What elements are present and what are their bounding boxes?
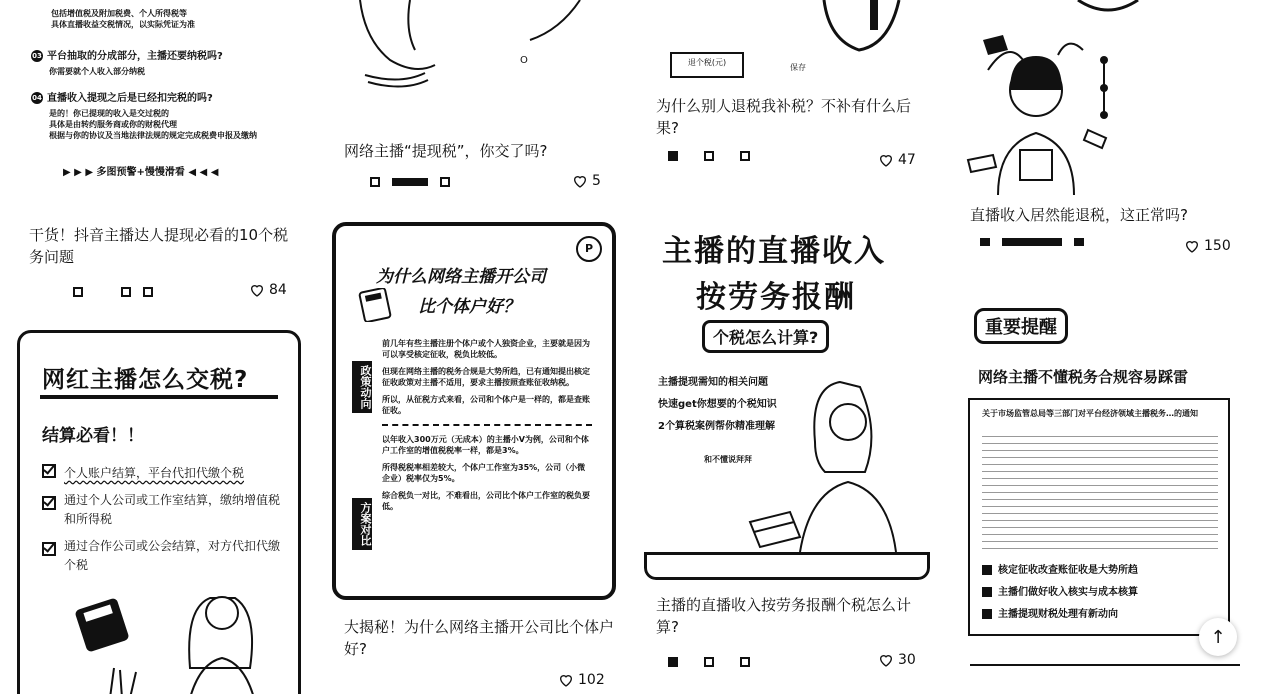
meta-icon bbox=[121, 287, 131, 297]
illustration-woman-books bbox=[740, 372, 920, 552]
paragraph: 但现在网络主播的税务合规是大势所趋，已有通知提出核定征收政策对主播不适用，要求主播按照查账征收纳税。 bbox=[382, 367, 590, 387]
note-card-labor-income-tax[interactable] bbox=[644, 196, 930, 580]
feed-column-4 bbox=[958, 0, 1258, 694]
note-meta-icons bbox=[370, 174, 450, 190]
highlight-line: 主播提现需知的相关问题 bbox=[658, 377, 768, 388]
illustration-figure bbox=[814, 0, 914, 55]
like-count: 84 bbox=[269, 282, 287, 298]
note-title[interactable]: 直播收入居然能退税，这正常吗? bbox=[970, 206, 1188, 224]
logo-badge: P bbox=[576, 236, 602, 262]
illustration-woman-calculator bbox=[70, 558, 300, 694]
meta-bar bbox=[1002, 238, 1062, 246]
checkbox-icon bbox=[42, 496, 56, 510]
meta-icon bbox=[704, 151, 714, 161]
answer-line: 具体是由转约服务商或你的财税代理 bbox=[49, 120, 177, 129]
meta-bar bbox=[1074, 238, 1084, 246]
side-tag-policy: 政策动向 bbox=[352, 361, 372, 413]
meta-icon bbox=[440, 177, 450, 187]
meta-icon bbox=[740, 151, 750, 161]
next-card-edge bbox=[970, 664, 1240, 666]
note-card-important-reminder[interactable] bbox=[958, 300, 1248, 660]
heart-icon bbox=[558, 672, 574, 688]
bullet-item: 核定征收改查账征收是大势所趋 bbox=[998, 565, 1138, 576]
like-button[interactable] bbox=[572, 173, 601, 189]
handwritten-note: 和不懂说拜拜 bbox=[704, 455, 752, 464]
heart-icon bbox=[878, 152, 894, 168]
checklist-item: 通过合作公司或公会结算，对方代扣代缴个税 bbox=[64, 539, 281, 572]
meta-icon bbox=[370, 177, 380, 187]
desk-edge bbox=[644, 552, 930, 580]
meta-bar bbox=[980, 238, 990, 246]
note-title[interactable]: 网络主播“提现税”，你交了吗? bbox=[344, 142, 548, 160]
calculator-icon bbox=[358, 288, 392, 322]
note-meta-icons bbox=[668, 148, 750, 164]
note-card-company-vs-individual[interactable] bbox=[332, 222, 616, 600]
answer-line: 根据与你的协议及当地法律法规的规定完成税费申报及缴纳 bbox=[49, 131, 257, 140]
meta-icon bbox=[73, 287, 83, 297]
heart-icon bbox=[878, 652, 894, 668]
highlight-line: 2个算税案例帮你精准理解 bbox=[658, 421, 775, 432]
paragraph: 所以，从征税方式来看，公司和个体户是一样的，都是查账征收。 bbox=[382, 395, 590, 415]
like-button[interactable] bbox=[878, 652, 916, 668]
checklist-item: 个人账户结算，平台代扣代缴个税 bbox=[64, 466, 245, 480]
bullet-icon bbox=[982, 565, 992, 575]
paragraph: 所得税税率相差较大，个体户工作室为35%，公司（小微企业）税率仅为5%。 bbox=[382, 463, 586, 483]
number-badge: 04 bbox=[32, 94, 42, 102]
document-preview bbox=[968, 398, 1230, 636]
bullet-item: 主播们做好收入核实与成本核算 bbox=[998, 587, 1138, 598]
note-card-tax-refund-image[interactable] bbox=[644, 0, 944, 85]
divider bbox=[382, 424, 592, 426]
like-count: 150 bbox=[1204, 238, 1231, 254]
illustration-waving-hand[interactable] bbox=[340, 0, 620, 110]
pill-label: 个税怎么计算? bbox=[702, 320, 829, 353]
paragraph: 以年收入300万元（无成本）的主播小V为例，公司和个体户工作室的增值税税率一样，都是3%。 bbox=[382, 435, 589, 455]
paragraph: 前几年有些主播注册个体户或个人独资企业，主要就是因为可以享受核定征收，税负比较低。 bbox=[382, 339, 590, 359]
intro-line: 具体直播收益交税情况，以实际凭证为准 bbox=[51, 20, 195, 29]
note-title[interactable]: 大揭秘！为什么网络主播开公司比个体户好? bbox=[344, 618, 615, 658]
card-heading-2: 按劳务报酬 bbox=[696, 280, 856, 315]
bullet-icon bbox=[982, 609, 992, 619]
like-button[interactable] bbox=[249, 282, 287, 298]
note-meta-icons bbox=[73, 284, 153, 300]
save-tag: 保存 bbox=[790, 63, 806, 72]
side-tag-compare: 方案对比 bbox=[352, 498, 372, 550]
like-button[interactable] bbox=[558, 672, 605, 688]
card-title-line-1: 为什么网络主播开公司 bbox=[376, 267, 546, 287]
note-title[interactable]: 干货！抖音主播达人提现必看的10个税务问题 bbox=[29, 226, 289, 266]
card-subheading: 结算必看！！ bbox=[42, 426, 144, 446]
question-4: 直播收入提现之后是已经扣完税的吗? bbox=[47, 93, 213, 104]
intro-line: 包括增值税及附加税费、个人所得税等 bbox=[51, 9, 187, 18]
document-body-lines bbox=[982, 430, 1218, 550]
back-to-top-button[interactable] bbox=[1199, 618, 1237, 656]
arrow-up-icon: ↑ bbox=[1210, 626, 1226, 648]
illustration-celebrating-woman[interactable] bbox=[958, 0, 1258, 195]
heart-icon bbox=[1184, 238, 1200, 254]
answer-line: 是的！你已提现的收入是交过税的 bbox=[49, 109, 169, 118]
question-3: 平台抽取的分成部分，主播还要纳税吗? bbox=[47, 51, 223, 62]
card-heading: 网络主播不懂税务合规容易踩雷 bbox=[978, 368, 1189, 386]
reminder-badge: 重要提醒 bbox=[974, 308, 1068, 344]
note-title[interactable]: 为什么别人退税我补税？不补有什么后果? bbox=[656, 97, 912, 137]
meta-icon bbox=[704, 657, 714, 667]
card-title-line-2: 比个体户好？ bbox=[418, 297, 520, 317]
card-heading-1: 主播的直播收入 bbox=[662, 234, 886, 269]
card-heading: 网红主播怎么交税? bbox=[42, 367, 249, 393]
checklist-item: 通过个人公司或工作室结算，缴纳增值税和所得税 bbox=[64, 493, 281, 526]
note-title[interactable]: 主播的直播收入按劳务报酬个税怎么计算? bbox=[656, 596, 912, 636]
like-count: 102 bbox=[578, 672, 605, 688]
note-meta-icons bbox=[980, 234, 1084, 250]
meta-icon bbox=[740, 657, 750, 667]
feed-column-1 bbox=[15, 0, 315, 694]
like-button[interactable] bbox=[878, 152, 916, 168]
feed-column-3 bbox=[644, 0, 944, 694]
like-count: 47 bbox=[898, 152, 916, 168]
note-meta-icons bbox=[668, 654, 750, 670]
bullet-item: 主播提现财税处理有新动向 bbox=[998, 609, 1118, 620]
bullet-icon bbox=[982, 587, 992, 597]
document-title: 关于市场监管总局等三部门对平台经济领域主播税务…的通知 bbox=[982, 409, 1198, 418]
checkbox-icon bbox=[42, 542, 56, 556]
meta-bar bbox=[392, 178, 428, 186]
heart-icon bbox=[249, 282, 265, 298]
note-card-2-image[interactable] bbox=[17, 330, 301, 694]
meta-icon bbox=[668, 657, 678, 667]
question-3-answer: 你需要就个人收入部分纳税 bbox=[49, 67, 145, 76]
feed-column-2 bbox=[330, 0, 630, 694]
svg-text:O: O bbox=[520, 55, 528, 66]
swipe-hint: ▶ ▶ ▶ 多图预警+慢慢滑看 ◀ ◀ ◀ bbox=[63, 167, 219, 178]
paragraph: 综合税负一对比，不难看出，公司比个体户工作室的税负要低。 bbox=[382, 491, 590, 511]
heart-icon bbox=[572, 173, 588, 189]
refund-tag: 退个税(元) bbox=[670, 52, 744, 78]
number-badge: 03 bbox=[32, 52, 42, 60]
meta-icon bbox=[668, 151, 678, 161]
like-count: 30 bbox=[898, 652, 916, 668]
highlight-line: 快速get你想要的个税知识 bbox=[658, 399, 777, 410]
like-count: 5 bbox=[592, 173, 601, 189]
like-button[interactable] bbox=[1184, 238, 1231, 254]
checkbox-icon bbox=[42, 464, 56, 478]
note-card-1-image[interactable] bbox=[15, 0, 315, 195]
heading-underline bbox=[40, 395, 278, 399]
meta-icon bbox=[143, 287, 153, 297]
